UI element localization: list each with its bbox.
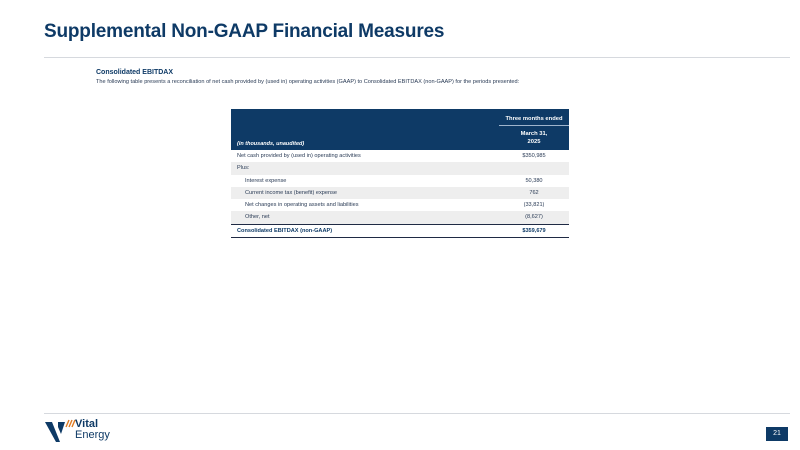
row-value: 50,380 [525,177,543,184]
footer-divider [44,413,790,414]
row-value: (33,821) [523,202,545,209]
table-header [231,109,569,150]
column-date [499,130,569,146]
row-value: (8,627) [525,214,543,221]
row-label: Net changes in operating assets and liabilities [245,202,359,209]
page-title: Supplemental Non-GAAP Financial Measures [44,21,445,42]
units-label: (in thousands, unaudited) [237,141,305,147]
row-label: Net cash provided by (used in) operating activities [237,153,361,159]
table-row [231,187,569,199]
logo-wordmark [75,419,110,441]
table-row [231,211,569,223]
table-row [231,175,569,187]
row-label: Plus: [237,165,250,172]
table-row [231,199,569,211]
table-row [231,150,569,162]
logo-line2: Energy [75,429,110,441]
row-label: Current income tax (benefit) expense [245,189,338,196]
row-value: $350,985 [522,153,546,159]
row-label: Other, net [245,214,270,221]
section-title: Consolidated EBITDAX [96,69,174,76]
logo-line1: Vital [75,418,99,430]
section-description: The following table presents a reconciliation of net cash provided by (used in) operating activities (GAAP) to Consolidated EBITDAX (non-GAAP) for the periods presented: [96,79,520,85]
row-label: Interest expense [245,177,287,184]
column-group-label: Three months ended [499,116,569,126]
total-value: $359,679 [522,227,546,234]
page-number: 21 [766,427,788,441]
total-row [231,224,569,238]
title-divider [44,57,790,58]
total-label: Consolidated EBITDAX (non-GAAP) [237,227,333,234]
column-header [499,109,569,150]
column-date-line1: March 31, [520,131,548,137]
column-date-line2: 2025 [527,139,541,145]
table-row [231,162,569,174]
row-value: 762 [529,189,539,196]
ebitdax-reconciliation-table [231,109,569,238]
